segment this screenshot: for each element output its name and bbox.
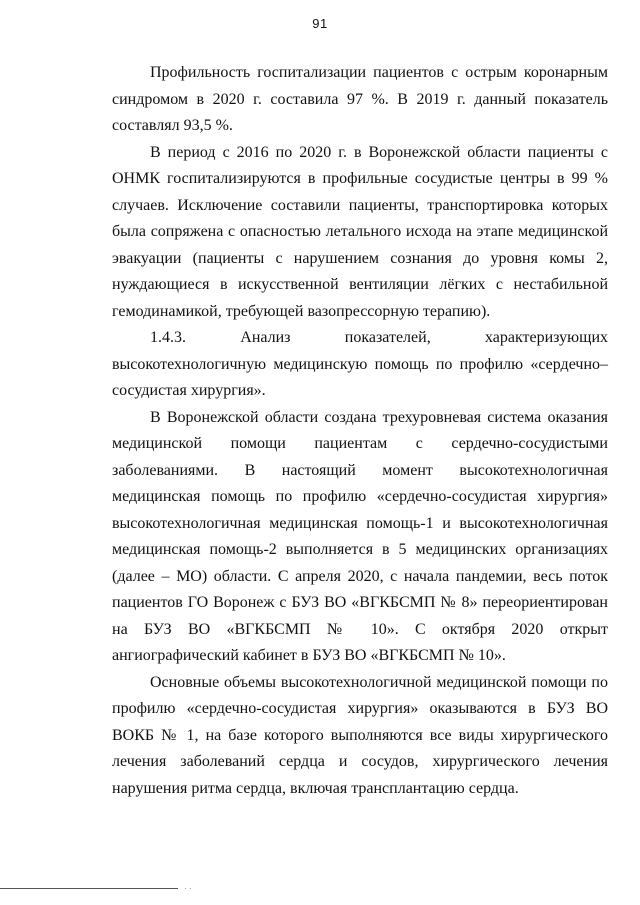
paragraph-acs-profile: Профильность госпитализации пациентов с острым коронарным синдромом в 2020 г. составила 97 %. В 2019 г. данный показатель составлял 93,5 %. (112, 64, 608, 134)
footer-dots: · · (184, 884, 192, 893)
paragraph-three-level-system: В Воронежской области создана трехуровневая система оказания медицинской помощи пациентам с сердечно-сосудистыми заболеваниями. В настоящий момент высокотехнологичная медицинская помощь по профилю «сердечно-сосудистая хирургия» высокотехнологичная медицинская помощь-1 и высокотехнологичная медицинская помощь-2 выполняется в 5 медицинских организациях (далее – МО) области. С апреля 2020, с начала пандемии, весь поток пациентов ГО Воронеж с БУЗ ВО «ВГКБСМП № 8» переориентирован на БУЗ ВО «ВГКБСМП № 10». С октября 2020 открыт ангиографический кабинет в БУЗ ВО «ВГКБСМП № 10». (112, 408, 608, 664)
footer-rule (0, 888, 178, 889)
paragraph-main-volumes: Основные объемы высокотехнологичной медицинской помощи по профилю «сердечно-сосудистая хирургия» оказываются в БУЗ ВО ВОКБ № 1, на базе которого выполняются все виды хирургического лечения заболеваний сердца и сосудов, хирургического лечения нарушения ритма сердца, включая трансплантацию сердца. (112, 673, 608, 797)
paragraph-stroke-hospitalization: В период с 2016 по 2020 г. в Воронежской области пациенты с ОНМК госпитализируются в профильные сосудистые центры в 99 % случаев. Исключение составили пациенты, транспортировка которых была сопряжена с опасностью летального исхода на этапе медицинской эвакуации (пациенты с нарушением сознания до уровня комы 2, нуждающиеся в искусственной вентиляции лёгких с нестабильной гемодинамикой, требующей вазопрессорную терапию). (112, 143, 608, 320)
section-heading-1-4-3: 1.4.3. Анализ показателей, характеризующих высокотехнологичную медицинскую помощь по профилю «сердечно–сосудистая хирургия». (112, 329, 608, 399)
page-number: 91 (312, 16, 328, 31)
document-body (112, 60, 608, 802)
